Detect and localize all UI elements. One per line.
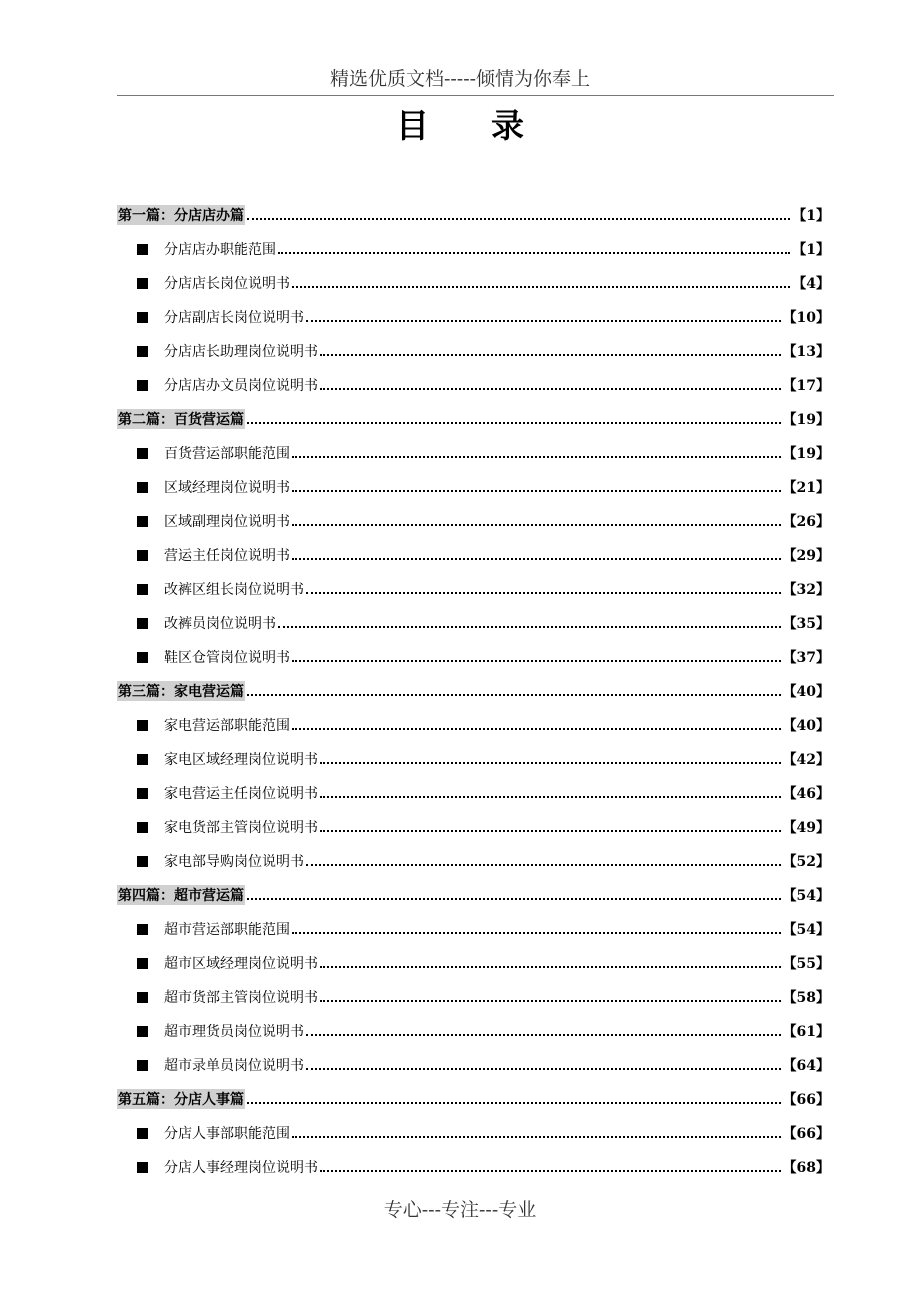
- toc-page-number: 【10】: [782, 310, 830, 326]
- dot-leader: [247, 1088, 781, 1104]
- toc-entry[interactable]: [117, 368, 830, 402]
- toc-page-number: 【32】: [782, 582, 830, 598]
- dot-leader: [292, 714, 781, 730]
- dot-leader: [320, 374, 781, 390]
- toc-page-number: 【49】: [782, 820, 830, 836]
- toc-page-number: 【1】: [792, 208, 830, 224]
- toc-entry[interactable]: [117, 1014, 830, 1048]
- toc-section-label: 第三篇：家电营运篇: [117, 681, 245, 701]
- dot-leader: [247, 680, 781, 696]
- toc-entry-label: 百货营运部职能范围: [164, 446, 290, 462]
- toc-entry[interactable]: [117, 232, 830, 266]
- square-bullet-icon: [137, 720, 148, 731]
- toc-entry[interactable]: [117, 538, 830, 572]
- dot-leader: [292, 918, 781, 934]
- toc-page-number: 【46】: [782, 786, 830, 802]
- toc-entry[interactable]: [117, 266, 830, 300]
- square-bullet-icon: [137, 958, 148, 969]
- square-bullet-icon: [137, 244, 148, 255]
- toc-section-label: 第一篇：分店店办篇: [117, 205, 245, 225]
- square-bullet-icon: [137, 856, 148, 867]
- square-bullet-icon: [137, 822, 148, 833]
- toc-page-number: 【40】: [782, 684, 830, 700]
- toc-entry[interactable]: [117, 912, 830, 946]
- dot-leader: [292, 544, 781, 560]
- square-bullet-icon: [137, 618, 148, 629]
- header-rule: [117, 95, 834, 96]
- square-bullet-icon: [137, 924, 148, 935]
- square-bullet-icon: [137, 788, 148, 799]
- toc-entry[interactable]: [117, 334, 830, 368]
- toc-entry[interactable]: [117, 810, 830, 844]
- toc-page-number: 【37】: [782, 650, 830, 666]
- toc-entry-label: 区域副理岗位说明书: [164, 514, 290, 530]
- toc-page-number: 【54】: [782, 922, 830, 938]
- toc-page-number: 【68】: [782, 1160, 830, 1176]
- dot-leader: [306, 1020, 781, 1036]
- toc-page-number: 【19】: [782, 446, 830, 462]
- square-bullet-icon: [137, 652, 148, 663]
- toc-entry-label: 改裤员岗位说明书: [164, 616, 276, 632]
- toc-entry-label: 超市理货员岗位说明书: [164, 1024, 304, 1040]
- square-bullet-icon: [137, 482, 148, 493]
- toc-page-number: 【21】: [782, 480, 830, 496]
- toc-entry-label: 分店店办职能范围: [164, 242, 276, 258]
- square-bullet-icon: [137, 1026, 148, 1037]
- dot-leader: [306, 1054, 781, 1070]
- dot-leader: [292, 476, 781, 492]
- toc-entry-label: 家电货部主管岗位说明书: [164, 820, 318, 836]
- toc-entry-label: 分店店长助理岗位说明书: [164, 344, 318, 360]
- toc-entry-label: 改裤区组长岗位说明书: [164, 582, 304, 598]
- toc-entry-label: 分店副店长岗位说明书: [164, 310, 304, 326]
- toc-entry[interactable]: [117, 504, 830, 538]
- dot-leader: [306, 578, 781, 594]
- toc-entry-label: 家电区域经理岗位说明书: [164, 752, 318, 768]
- toc-entry-label: 家电部导购岗位说明书: [164, 854, 304, 870]
- toc-entry[interactable]: [117, 844, 830, 878]
- toc-entry[interactable]: [117, 572, 830, 606]
- toc-entry[interactable]: [117, 1116, 830, 1150]
- toc-page-number: 【29】: [782, 548, 830, 564]
- square-bullet-icon: [137, 1162, 148, 1173]
- toc-page-number: 【66】: [782, 1092, 830, 1108]
- dot-leader: [278, 238, 790, 254]
- title-char-2: 录: [491, 106, 524, 145]
- toc-section-5[interactable]: [117, 1082, 830, 1116]
- dot-leader: [320, 340, 781, 356]
- toc-section-1[interactable]: [117, 198, 830, 232]
- toc-entry[interactable]: [117, 946, 830, 980]
- toc-section-label: 第二篇：百货营运篇: [117, 409, 245, 429]
- toc-page-number: 【17】: [782, 378, 830, 394]
- square-bullet-icon: [137, 550, 148, 561]
- toc-entry-label: 分店人事经理岗位说明书: [164, 1160, 318, 1176]
- toc-section-4[interactable]: [117, 878, 830, 912]
- toc-entry[interactable]: [117, 640, 830, 674]
- toc-section-3[interactable]: [117, 674, 830, 708]
- square-bullet-icon: [137, 346, 148, 357]
- square-bullet-icon: [137, 584, 148, 595]
- toc-entry-label: 鞋区仓管岗位说明书: [164, 650, 290, 666]
- dot-leader: [292, 510, 781, 526]
- toc-entry[interactable]: [117, 980, 830, 1014]
- dot-leader: [292, 442, 781, 458]
- toc-page-number: 【19】: [782, 412, 830, 428]
- dot-leader: [247, 884, 781, 900]
- toc-entry-label: 超市录单员岗位说明书: [164, 1058, 304, 1074]
- dot-leader: [320, 1156, 781, 1172]
- toc-page-number: 【40】: [782, 718, 830, 734]
- toc-entry[interactable]: [117, 606, 830, 640]
- toc-page-number: 【1】: [792, 242, 830, 258]
- page-title: [0, 100, 920, 147]
- toc-page-number: 【35】: [782, 616, 830, 632]
- square-bullet-icon: [137, 1060, 148, 1071]
- toc-page-number: 【66】: [782, 1126, 830, 1142]
- square-bullet-icon: [137, 516, 148, 527]
- toc-page-number: 【54】: [782, 888, 830, 904]
- page-footer: 专心---专注---专业: [383, 1199, 537, 1221]
- toc-section-label: 第四篇：超市营运篇: [117, 885, 245, 905]
- table-of-contents: [117, 198, 830, 1184]
- toc-entry-label: 家电营运部职能范围: [164, 718, 290, 734]
- toc-entry-label: 超市区域经理岗位说明书: [164, 956, 318, 972]
- page-header: 精选优质文档-----倾情为你奉上: [329, 68, 591, 90]
- toc-entry[interactable]: [117, 708, 830, 742]
- toc-entry[interactable]: [117, 1150, 830, 1184]
- toc-page-number: 【55】: [782, 956, 830, 972]
- title-char-1: 目: [396, 106, 429, 145]
- dot-leader: [292, 272, 790, 288]
- toc-entry[interactable]: [117, 742, 830, 776]
- dot-leader: [306, 306, 781, 322]
- dot-leader: [247, 408, 781, 424]
- dot-leader: [306, 850, 781, 866]
- toc-page-number: 【61】: [782, 1024, 830, 1040]
- square-bullet-icon: [137, 1128, 148, 1139]
- toc-entry-label: 家电营运主任岗位说明书: [164, 786, 318, 802]
- dot-leader: [320, 816, 781, 832]
- toc-page-number: 【4】: [792, 276, 830, 292]
- toc-page-number: 【42】: [782, 752, 830, 768]
- toc-section-2[interactable]: [117, 402, 830, 436]
- dot-leader: [320, 952, 781, 968]
- toc-page-number: 【64】: [782, 1058, 830, 1074]
- toc-entry-label: 区域经理岗位说明书: [164, 480, 290, 496]
- toc-entry-label: 营运主任岗位说明书: [164, 548, 290, 564]
- dot-leader: [292, 1122, 781, 1138]
- square-bullet-icon: [137, 448, 148, 459]
- toc-page-number: 【26】: [782, 514, 830, 530]
- dot-leader: [247, 204, 790, 220]
- toc-entry-label: 分店人事部职能范围: [164, 1126, 290, 1142]
- square-bullet-icon: [137, 312, 148, 323]
- toc-section-label: 第五篇：分店人事篇: [117, 1089, 245, 1109]
- square-bullet-icon: [137, 992, 148, 1003]
- square-bullet-icon: [137, 380, 148, 391]
- toc-entry[interactable]: [117, 300, 830, 334]
- dot-leader: [320, 748, 781, 764]
- square-bullet-icon: [137, 754, 148, 765]
- dot-leader: [320, 986, 781, 1002]
- toc-page-number: 【52】: [782, 854, 830, 870]
- toc-entry-label: 超市营运部职能范围: [164, 922, 290, 938]
- dot-leader: [292, 646, 781, 662]
- toc-page-number: 【58】: [782, 990, 830, 1006]
- toc-entry-label: 超市货部主管岗位说明书: [164, 990, 318, 1006]
- toc-entry[interactable]: [117, 776, 830, 810]
- toc-entry-label: 分店店长岗位说明书: [164, 276, 290, 292]
- dot-leader: [278, 612, 781, 628]
- toc-page-number: 【13】: [782, 344, 830, 360]
- toc-entry[interactable]: [117, 1048, 830, 1082]
- dot-leader: [320, 782, 781, 798]
- toc-entry[interactable]: [117, 470, 830, 504]
- square-bullet-icon: [137, 278, 148, 289]
- toc-entry-label: 分店店办文员岗位说明书: [164, 378, 318, 394]
- toc-entry[interactable]: [117, 436, 830, 470]
